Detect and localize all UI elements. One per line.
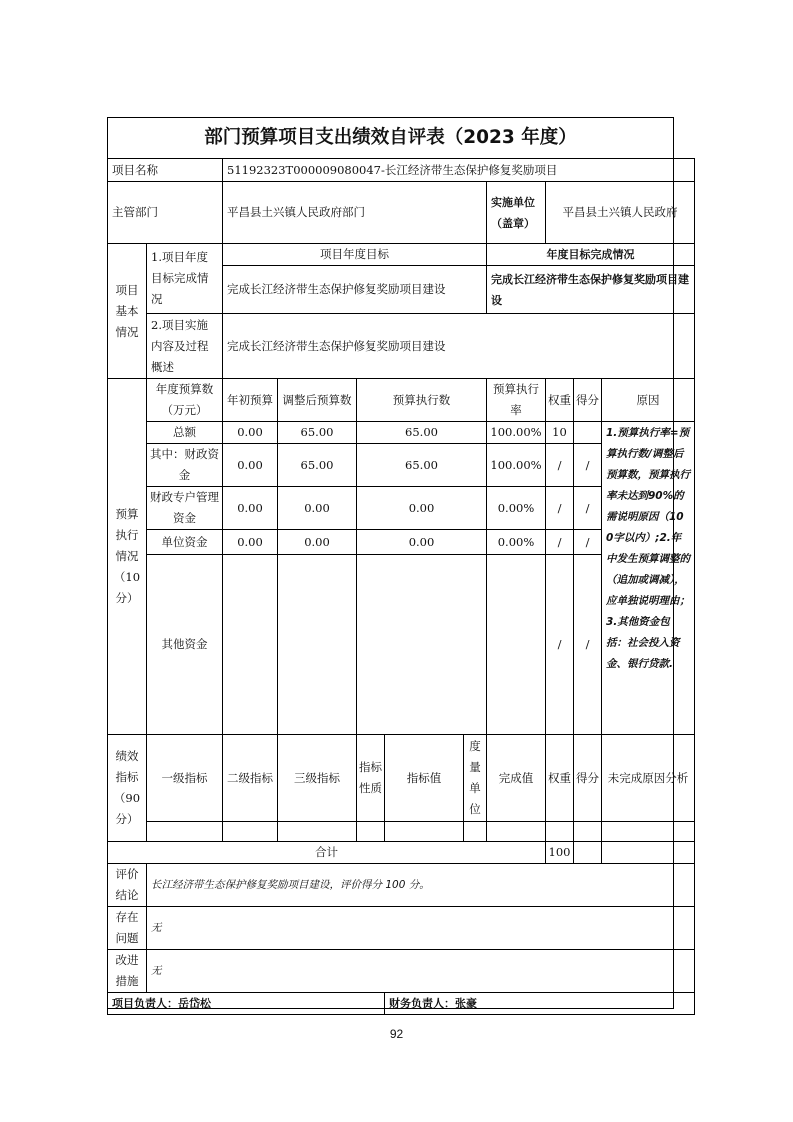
problems-row [108,907,695,950]
budget-row-name: 单位资金 [147,530,223,555]
budget-executed: 65.00 [357,422,487,444]
budget-row-name: 财政专户管理资金 [147,487,223,530]
budget-adjusted: 0.00 [278,487,357,530]
evaluation-value: 长江经济带生态保护修复奖励项目建设，评价得分 100 分。 [147,864,695,907]
annual-goal-header: 项目年度目标 [223,244,487,266]
evaluation-label: 评价结论 [108,864,147,907]
overview-row [108,314,695,379]
budget-initial [223,555,278,735]
budget-rate: 0.00% [487,487,546,530]
budget-weight: / [546,530,574,555]
budget-initial: 0.00 [223,487,278,530]
goal-header-row [108,244,695,266]
budget-row-name: 其他资金 [147,555,223,735]
budget-execution-label: 预算执行情况（10分） [108,379,147,735]
budget-rate [487,555,546,735]
department-label: 主管部门 [108,182,223,244]
basic-info-label: 项目基本情况 [108,244,147,379]
budget-executed [357,555,487,735]
budget-header-annual: 年度预算数（万元） [147,379,223,422]
problems-value: 无 [147,907,695,950]
perf-header-score: 得分 [574,735,602,822]
budget-row-name: 总额 [147,422,223,444]
budget-score [574,422,602,444]
perf-header-completed: 完成值 [487,735,546,822]
perf-header-level3: 三级指标 [278,735,357,822]
perf-header-weight: 权重 [546,735,574,822]
perf-header-level1: 一级指标 [147,735,223,822]
page-number: 92 [389,1027,404,1041]
improvements-row [108,950,695,993]
budget-rate: 0.00% [487,530,546,555]
department-value: 平昌县土兴镇人民政府部门 [223,182,487,244]
budget-row-total [108,422,695,444]
form-title: 部门预算项目支出绩效自评表（2023 年度） [204,127,577,148]
budget-adjusted: 65.00 [278,422,357,444]
budget-adjusted [278,555,357,735]
budget-weight: / [546,444,574,487]
project-name-value: 51192323T000009080047-长江经济带生态保护修复奖励项目 [223,159,695,182]
annual-goal-label: 1.项目年度目标完成情况 [147,244,223,314]
improvements-value: 无 [147,950,695,993]
budget-initial: 0.00 [223,530,278,555]
project-name-row [108,159,695,182]
performance-empty-row [108,822,695,842]
budget-adjusted: 65.00 [278,444,357,487]
problems-label: 存在问题 [108,907,147,950]
budget-row-name: 其中：财政资金 [147,444,223,487]
performance-label: 绩效指标（90分） [108,735,147,842]
total-row [108,842,695,864]
budget-weight: 10 [546,422,574,444]
goal-completion-value: 完成长江经济带生态保护修复奖励项目建设 [487,266,695,314]
budget-header-rate: 预算执行率 [487,379,546,422]
budget-header-executed: 预算执行数 [357,379,487,422]
budget-initial: 0.00 [223,444,278,487]
budget-score: / [574,530,602,555]
goal-completion-header: 年度目标完成情况 [487,244,695,266]
overview-label: 2.项目实施内容及过程概述 [147,314,223,379]
budget-header-weight: 权重 [546,379,574,422]
signature-row [108,993,695,1015]
budget-rate: 100.00% [487,444,546,487]
budget-header-initial: 年初预算 [223,379,278,422]
perf-header-unit: 度量单位 [464,735,487,822]
perf-header-nature: 指标性质 [357,735,385,822]
budget-executed: 0.00 [357,530,487,555]
budget-header-score: 得分 [574,379,602,422]
implementing-unit-value: 平昌县土兴镇人民政府 [546,182,695,244]
project-name-label: 项目名称 [108,159,223,182]
perf-header-value: 指标值 [385,735,464,822]
evaluation-row [108,864,695,907]
budget-weight: / [546,555,574,735]
perf-header-analysis: 未完成原因分析 [602,735,695,822]
total-weight: 100 [546,842,574,864]
budget-initial: 0.00 [223,422,278,444]
budget-score: / [574,444,602,487]
performance-header-row [108,735,695,822]
total-label: 合计 [108,842,546,864]
improvements-label: 改进措施 [108,950,147,993]
budget-score: / [574,555,602,735]
budget-weight: / [546,487,574,530]
finance-lead: 财务负责人：张豪 [385,993,695,1015]
evaluation-table [107,158,695,1015]
budget-header-reason: 原因 [602,379,695,422]
budget-rate: 100.00% [487,422,546,444]
overview-value: 完成长江经济带生态保护修复奖励项目建设 [223,314,695,379]
budget-adjusted: 0.00 [278,530,357,555]
perf-header-level2: 二级指标 [223,735,278,822]
budget-score: / [574,487,602,530]
implementing-unit-label: 实施单位（盖章） [487,182,546,244]
budget-reason-note: 1.预算执行率=预算执行数/调整后预算数，预算执行率未达到90%的需说明原因（100字以内）;2.年中发生预算调整的（追加或调减），应单独说明理由；3.其他资金包括：社会投入资金、银行贷款. [602,422,695,735]
budget-header-row [108,379,695,422]
budget-executed: 0.00 [357,487,487,530]
department-row [108,182,695,244]
budget-header-adjusted: 调整后预算数 [278,379,357,422]
project-lead: 项目负责人：岳岱松 [108,993,385,1015]
annual-goal-value: 完成长江经济带生态保护修复奖励项目建设 [223,266,487,314]
budget-executed: 65.00 [357,444,487,487]
